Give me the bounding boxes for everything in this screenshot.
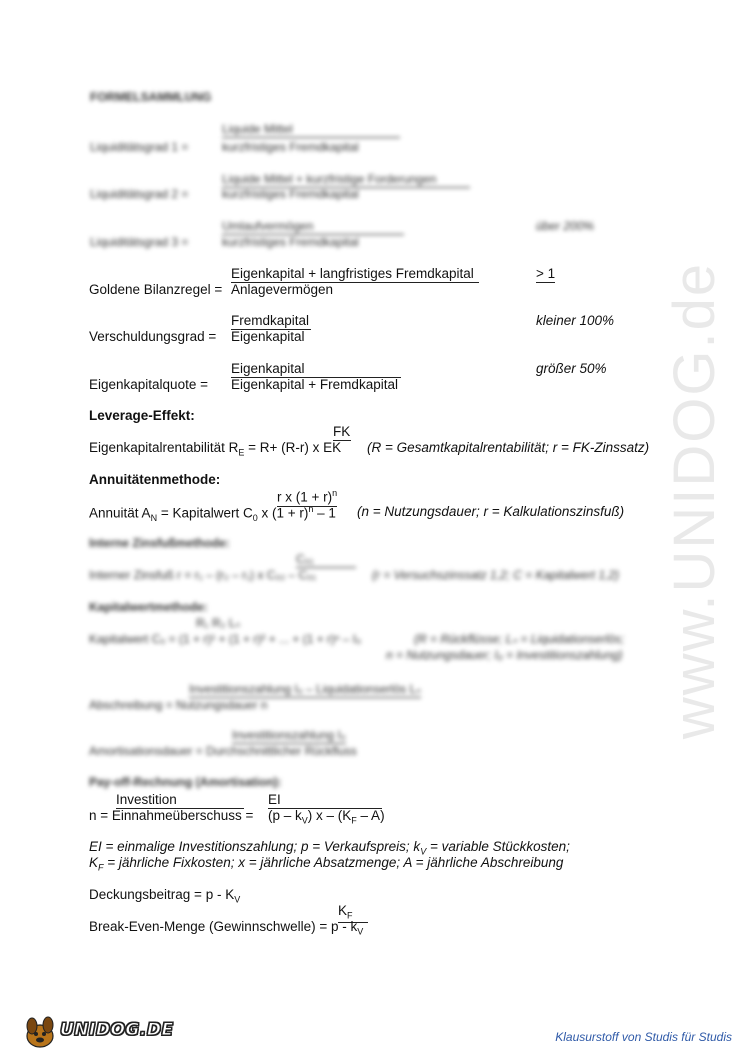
amortisation-formula: Amortisationsdauer = Durchschnittlicher Rückfluss <box>89 744 357 758</box>
liq3-label: Liquiditätsgrad 3 = <box>90 235 189 249</box>
ekquote-denominator: Eigenkapital + Fremdkapital <box>231 377 398 392</box>
liq2-label: Liquiditätsgrad 2 = <box>90 187 189 201</box>
payoff-heading: Pay-off-Rechnung (Amortisation): <box>89 775 282 789</box>
amortisation-numerator: Investitionszahlung I₀ <box>232 728 346 742</box>
leverage-formula: Eigenkapitalrentabilität $R_E = R+ (R-r)$ x EK <box>89 440 342 458</box>
annuitaet-numerator: r x $(1 + r)^n$ <box>277 488 338 505</box>
zinsfuss-heading: Interne Zinsfußmethode: <box>89 536 230 550</box>
payoff-numerator-investition: Investition <box>116 792 244 809</box>
liq3-denominator: kurzfristiges Fremdkapital <box>222 235 359 249</box>
footer-tagline: Klausurstoff von Studis für Studis <box>555 1030 732 1044</box>
payoff-formula: n = Einnahmeüberschuss = <box>89 808 254 823</box>
page-title: FORMELSAMMLUNG <box>90 90 212 104</box>
kapitalwert-note1: (R = Rückflüsse; Lₙ = Liquidationserlös; <box>414 632 625 646</box>
verschuldung-denominator: Eigenkapital <box>231 329 305 344</box>
liq2-numerator: Liquide Mittel + kurzfristige Forderungen <box>222 172 470 188</box>
bilanzregel-note: > 1 <box>536 266 556 281</box>
zinsfuss-numerator: C₀₁ <box>296 552 356 568</box>
bilanzregel-label: Goldene Bilanzregel = <box>89 282 223 297</box>
unidog-logo <box>22 1012 174 1052</box>
liq2-denominator: kurzfristiges Fremdkapital <box>222 187 359 201</box>
liq3-numerator: Umlaufvermögen <box>222 219 404 235</box>
ekquote-label: Eigenkapitalquote = <box>89 377 208 392</box>
abschreibung-numerator: Investitionszahlung I₀ – Liquidationserlös Lₙ <box>189 682 421 696</box>
annuitaet-heading: Annuitätenmethode: <box>89 472 221 487</box>
verschuldung-note: kleiner 100% <box>536 313 615 328</box>
liq1-label: Liquiditätsgrad 1 = <box>90 140 189 154</box>
leverage-note: (R = Gesamtkapitalrentabilität; r = FK-Zinssatz) <box>367 440 650 455</box>
deckungsbeitrag-formula: Deckungsbeitrag = p - $K_V$ <box>89 887 241 905</box>
leverage-frac-numerator: FK <box>333 424 351 439</box>
dog-icon <box>22 1012 62 1052</box>
abschreibung-formula: Abschreibung = Nutzungsdauer n <box>89 698 268 712</box>
liq1-denominator: kurzfristiges Fremdkapital <box>222 140 359 154</box>
ekquote-note: größer 50% <box>536 361 607 376</box>
kapitalwert-formula: Kapitalwert C₀ = (1 + r)¹ + (1 + r)² + ... + (1 + r)ⁿ – I₀ <box>89 632 362 646</box>
zinsfuss-note: (r = Versuchszinssatz 1,2; C = Kapitalwert 1,2) <box>372 568 619 582</box>
leverage-heading: Leverage-Effekt: <box>89 408 195 423</box>
verschuldung-numerator: Fremdkapital <box>231 313 310 328</box>
logo-text: UNIDOG.DE <box>60 1020 174 1040</box>
liq3-note: über 200% <box>536 219 595 233</box>
bilanzregel-numerator: Eigenkapital + langfristiges Fremdkapital <box>231 266 479 283</box>
breakeven-numerator: $K_F$ <box>338 903 368 923</box>
watermark: www.UNIDOG.de <box>662 261 728 739</box>
annuitaet-formula: Annuität $A_N$ = Kapitalwert $C_0$ x $(1 + r)^n - 1$ <box>89 504 336 524</box>
payoff-denominator: $(p - k_V)$ x – $(K_F - A)$ <box>268 808 385 826</box>
legend-line-2: $K_F$ = jährliche Fixkosten; x = jährliche Absatzmenge; A = jährliche Abschreibung <box>89 855 564 873</box>
legend-line-1: EI = einmalige Investitionszahlung; p = Verkaufspreis; $k_V$ = variable Stückkosten; <box>89 839 570 857</box>
zinsfuss-formula: Interner Zinsfuß r = r₁ – (r₂ – r₁) x C₀₂ – C₀₁ <box>89 568 317 582</box>
payoff-numerator-ei: EI <box>268 792 382 809</box>
annuitaet-note: (n = Nutzungsdauer; r = Kalkulationszinsfuß) <box>357 504 625 519</box>
ekquote-numerator: Eigenkapital <box>231 361 401 378</box>
kapitalwert-heading: Kapitalwertmethode: <box>89 600 208 614</box>
liq1-numerator: Liquide Mittel <box>222 122 400 138</box>
verschuldung-label: Verschuldungsgrad = <box>89 329 217 344</box>
bilanzregel-denominator: Anlagevermögen <box>231 282 334 297</box>
kapitalwert-note2: n = Nutzungsdauer; I₀ = Investitionszahlung) <box>386 648 623 662</box>
kapitalwert-numerators: R₁ R₂ Lₙ <box>196 616 241 630</box>
breakeven-formula: Break-Even-Menge (Gewinnschwelle) = p - $k_V$ <box>89 919 364 937</box>
